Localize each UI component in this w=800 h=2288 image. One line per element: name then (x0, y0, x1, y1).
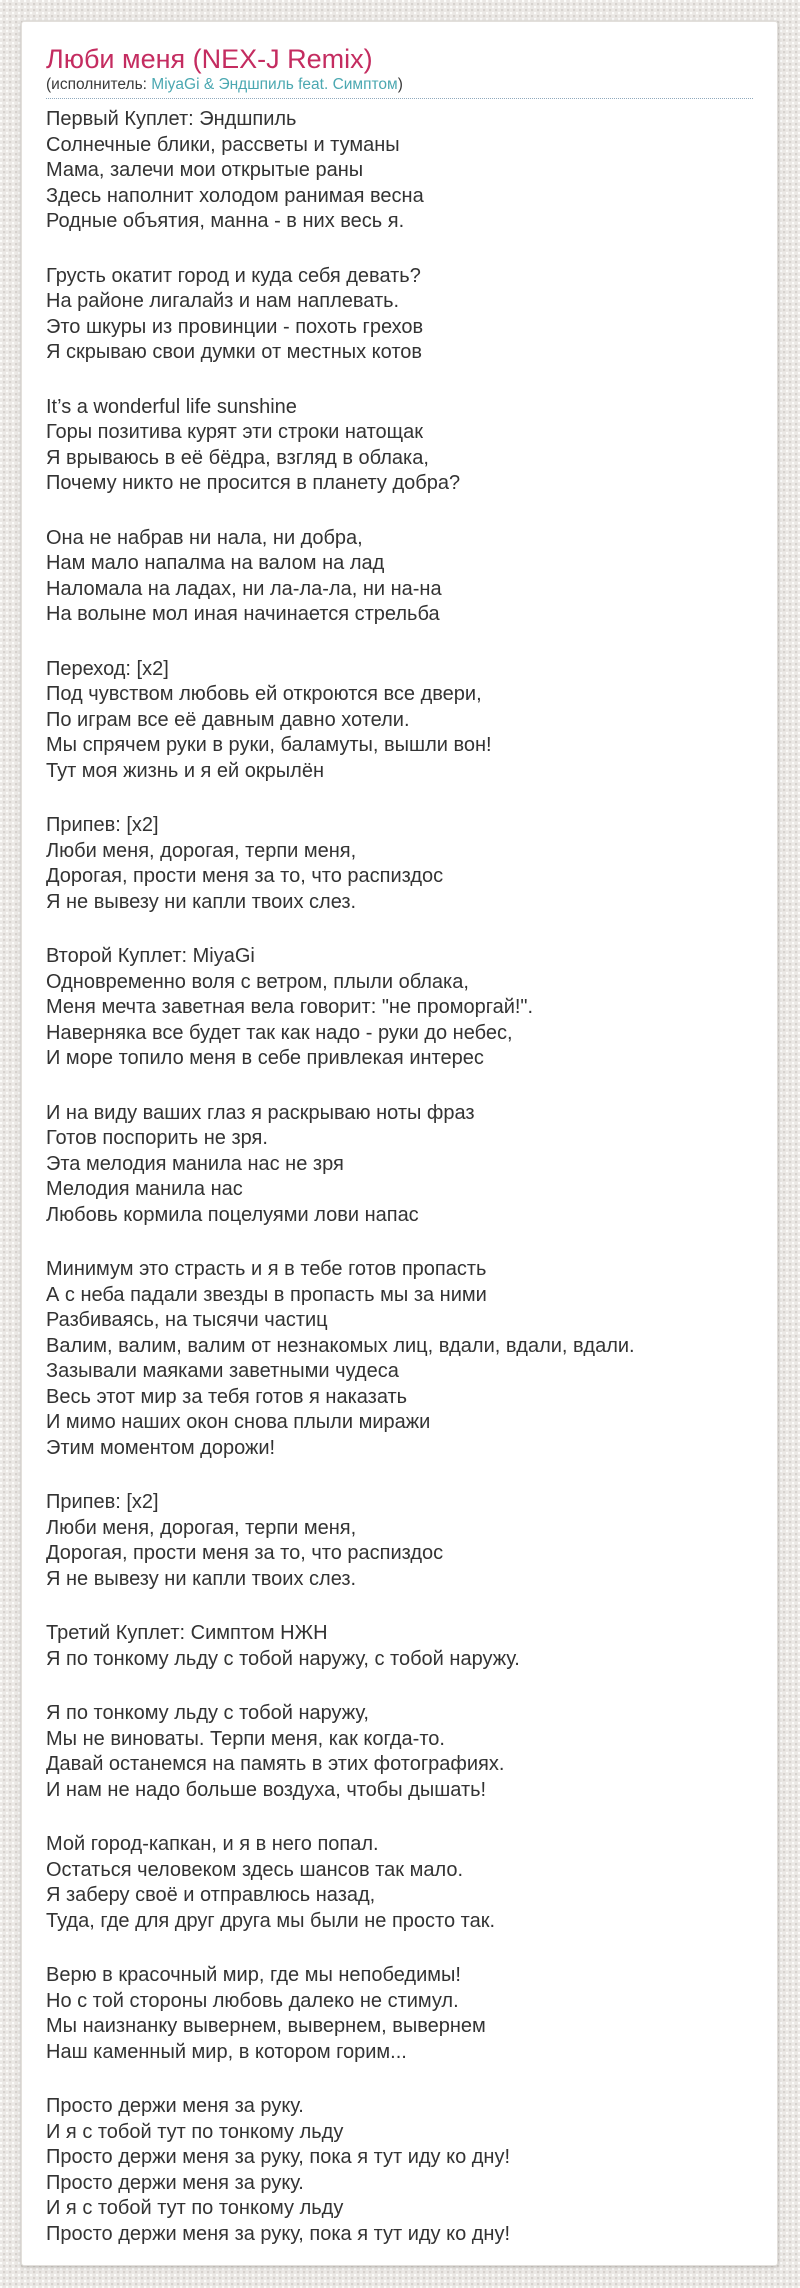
lyrics-paragraph: Она не набрав ни нала, ни добра, Нам мало напалма на валом на лад Наломала на ладах, ни ла-ла-ла, ни на-на На волыне мол иная начинается стрельба (46, 526, 442, 625)
lyrics-paragraph: Второй Куплет: MiyaGi Одновременно воля с ветром, плыли облака, Меня мечта заветная вела говорит: "не проморгай!". Наверняка все будет так как надо - руки до небес, И море топило меня в себе привлекая интерес (46, 945, 534, 1069)
lyrics-paragraph: Мой город-капкан, и я в него попал. Остаться человеком здесь шансов так мало. Я заберу своё и отправлюсь назад, Туда, где для друг друга мы были не просто так. (46, 1833, 496, 1932)
lyrics-paragraph: Припев: [x2] Люби меня, дорогая, терпи меня, Дорогая, прости меня за то, что распиздос Я не вывезу ни капли твоих слез. (46, 814, 444, 913)
artist-line (46, 75, 753, 98)
lyrics-paragraph: Первый Куплет: Эндшпиль Солнечные блики, рассветы и туманы Мама, залечи мои открытые раны Здесь наполнит холодом ранимая весна Родные объятия, манна - в них весь я. (46, 108, 424, 232)
lyrics-paragraph: Третий Куплет: Симптом НЖН Я по тонкому льду с тобой наружу, с тобой наружу. (46, 1622, 520, 1670)
lyrics-paragraph: И на виду ваших глаз я раскрываю ноты фраз Готов поспорить не зря. Эта мелодия манила нас не зря Мелодия манила нас Любовь кормила поцелуями лови напас (46, 1101, 475, 1226)
artist-label-prefix: (исполнитель: (46, 76, 152, 93)
lyrics-paragraph: Верю в красочный мир, где мы непобедимы! Но с той стороны любовь далеко не стимул. Мы наизнанку вывернем, вывернем, вывернем Наш каменный мир, в котором горим... (46, 1964, 486, 2063)
lyrics-paragraph: It’s a wonderful life sunshine Горы позитива курят эти строки натощак Я врываюсь в её бёдра, взгляд в облака, Почему никто не просится в планету добра? (46, 395, 461, 494)
lyrics-card (21, 21, 778, 2266)
lyrics-paragraph: Переход: [x2] Под чувством любовь ей откроются все двери, По играм все её давным давно хотели. Мы спрячем руки в руки, баламуты, вышли вон! Тут моя жизнь и я ей окрылён (46, 657, 492, 782)
lyrics-paragraph: Грусть окатит город и куда себя девать? На районе лигалайз и нам наплевать. Это шкуры из провинции - похоть грехов Я скрываю свои думки от местных котов (46, 264, 424, 363)
lyrics-paragraph: Просто держи меня за руку. И я с тобой тут по тонкому льду Просто держи меня за руку, пока я тут иду ко дну! Просто держи меня за руку. И я с тобой тут по тонкому льду Просто держи меня за руку, пока я тут иду ко дну! (46, 2095, 511, 2245)
artist-label-suffix: ) (397, 76, 403, 93)
artist-link[interactable]: MiyaGi & Эндшпиль feat. Симптом (151, 76, 398, 93)
lyrics-paragraph: Я по тонкому льду с тобой наружу, Мы не виноваты. Терпи меня, как когда-то. Давай останемся на память в этих фотографиях. И нам не надо больше воздуха, чтобы дышать! (46, 1702, 505, 1801)
lyrics-text (46, 107, 753, 2247)
lyrics-paragraph: Минимум это страсть и я в тебе готов пропасть А с неба падали звезды в пропасть мы за ними Разбиваясь, на тысячи частиц Валим, валим, валим от незнакомых лиц, вдали, вдали, вдали. Зазывали маяками заветными чудеса Весь этот мир за тебя готов я наказать И мимо наших окон снова плыли миражи Этим моментом дорожи! (46, 1258, 635, 1459)
song-header (46, 43, 753, 99)
song-title: Люби меня (NEX-J Remix) (46, 44, 373, 74)
lyrics-paragraph: Припев: [x2] Люби меня, дорогая, терпи меня, Дорогая, прости меня за то, что распиздос Я не вывезу ни капли твоих слез. (46, 1491, 444, 1590)
